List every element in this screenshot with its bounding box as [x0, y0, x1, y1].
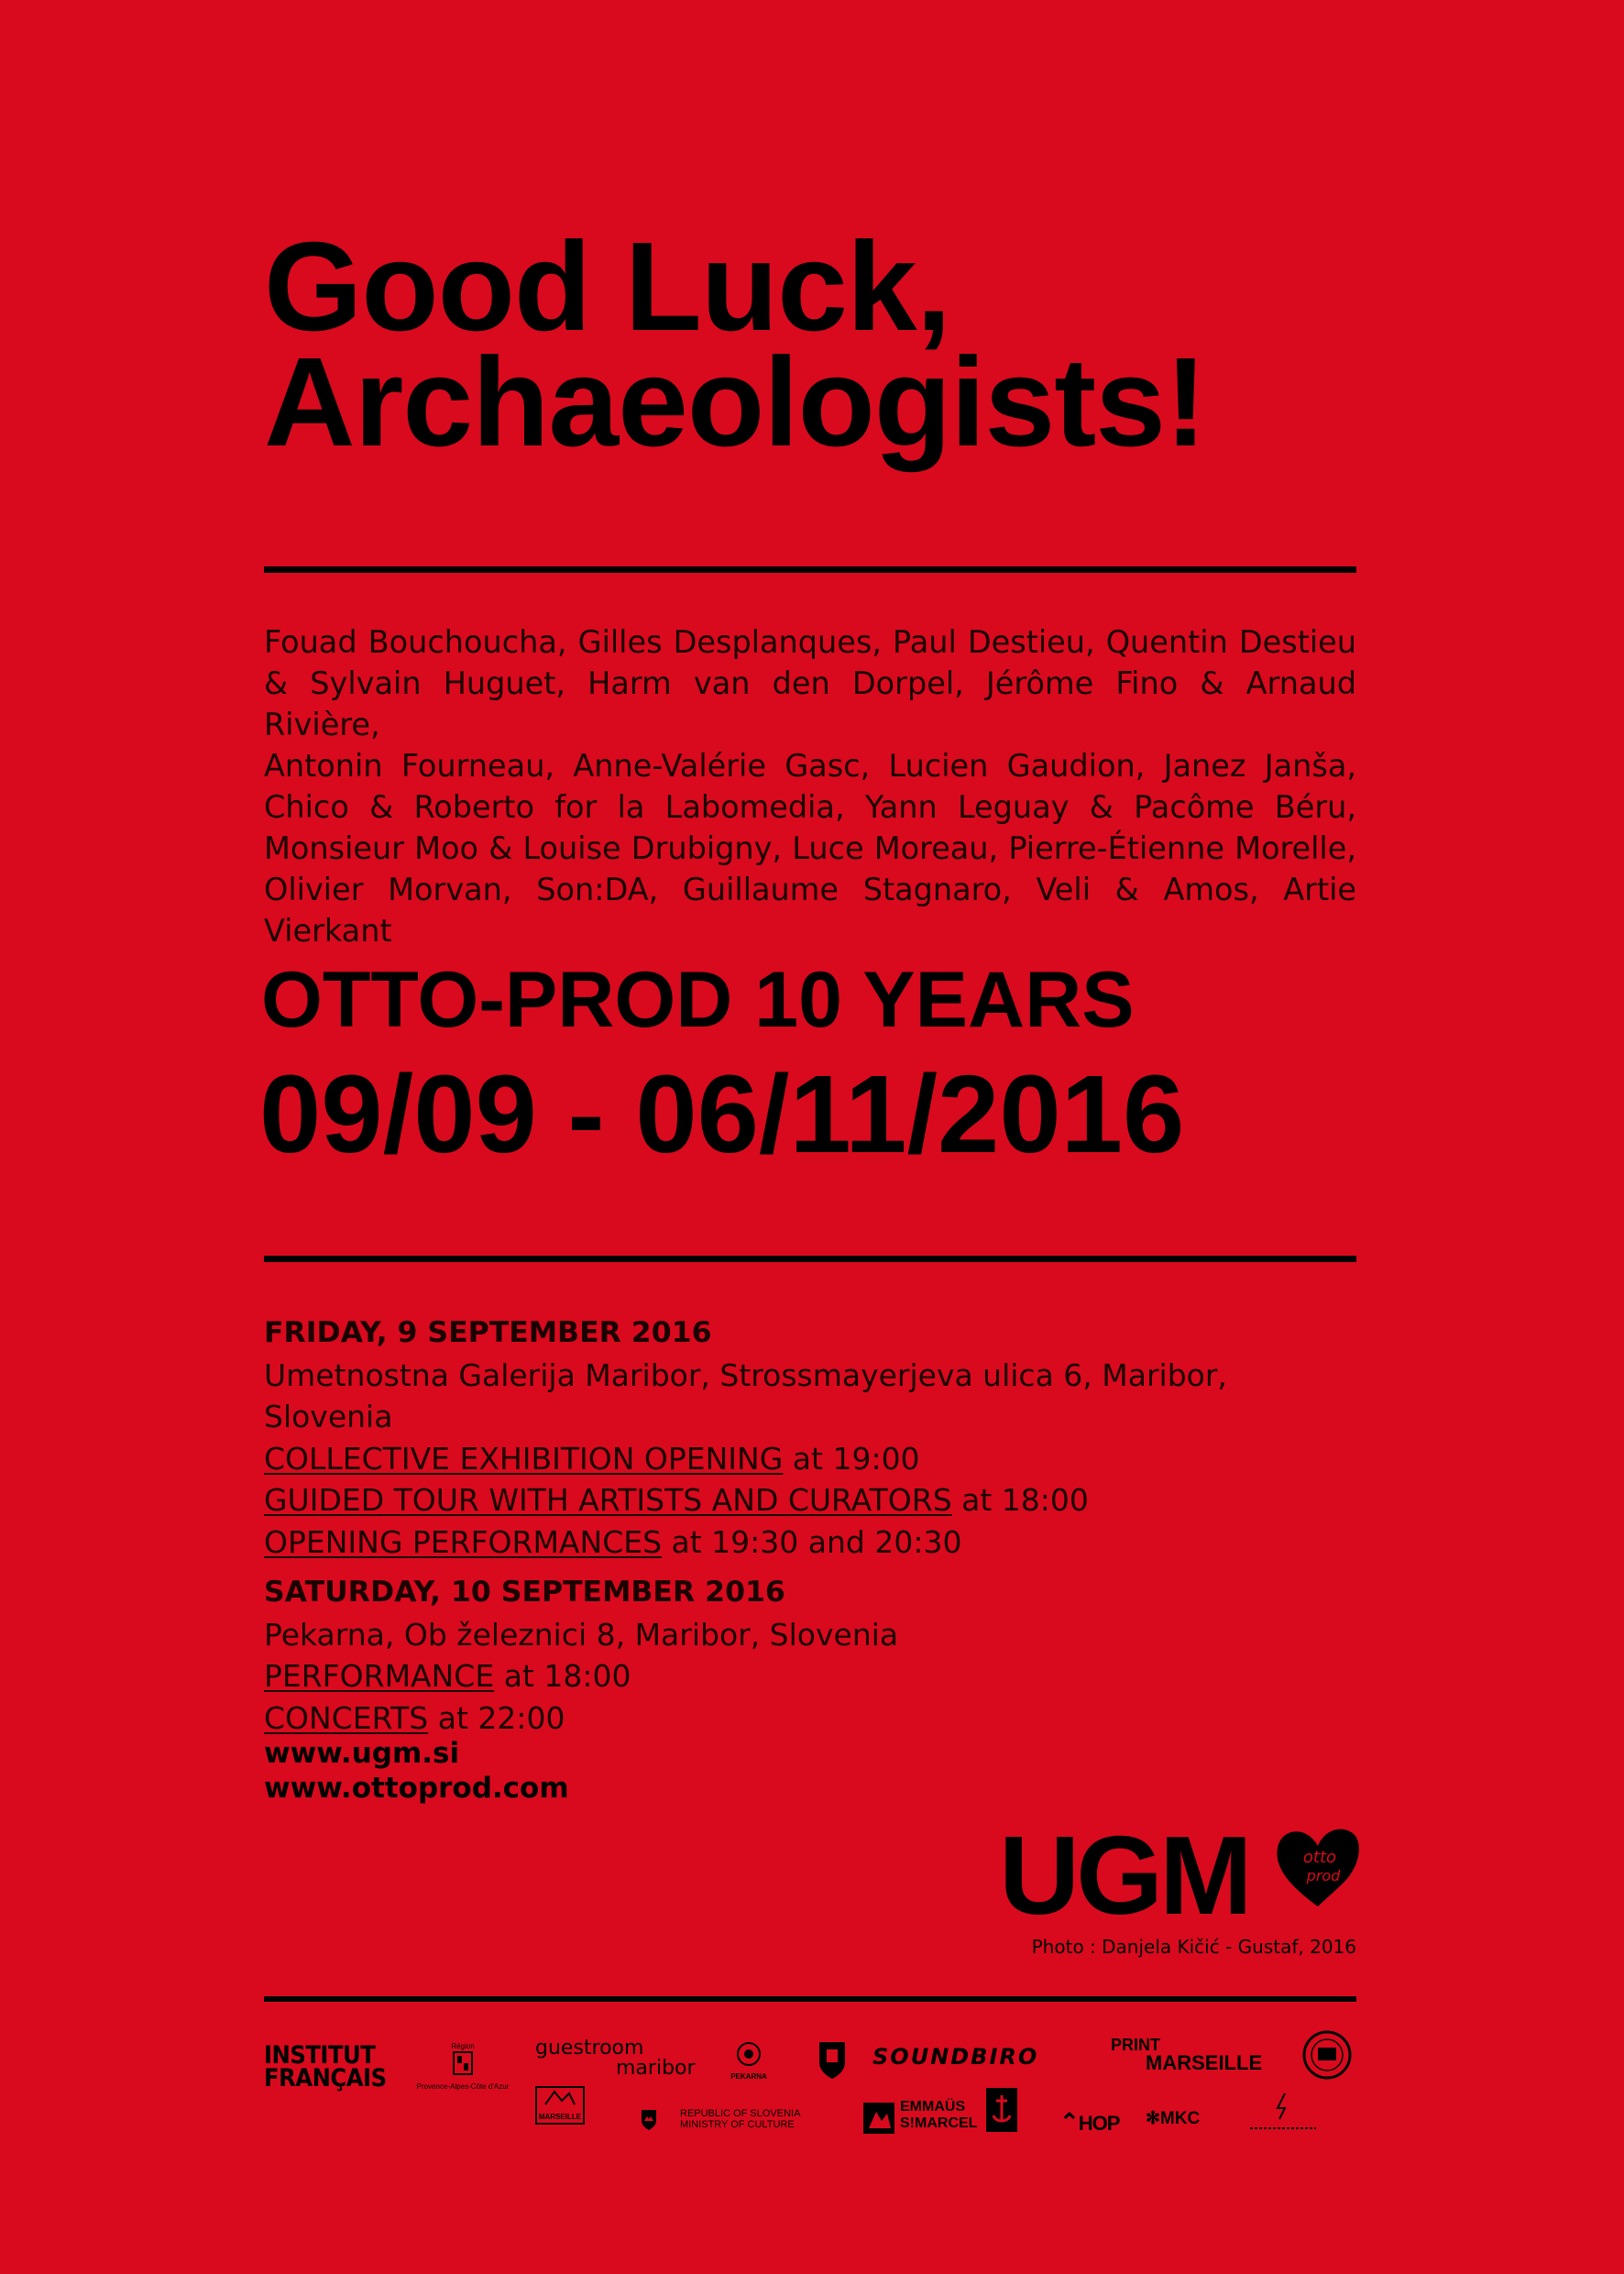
logo-text: INSTITUT — [264, 2041, 376, 2070]
item-link[interactable]: CONCERTS — [264, 1699, 429, 1736]
ugm-logo: UGM — [999, 1813, 1249, 1938]
item-time: at 19:00 — [783, 1440, 920, 1477]
guestroom-maribor-logo — [535, 2038, 709, 2079]
item-link[interactable]: COLLECTIVE EXHIBITION OPENING — [264, 1440, 784, 1477]
logo-text: Région — [451, 2042, 475, 2050]
region-emblem-icon — [412, 2050, 513, 2078]
hop-logo — [1059, 2108, 1119, 2137]
logo-text: Provence-Alpes-Côte d'Azur — [416, 2082, 510, 2091]
item-time: at 18:00 — [951, 1482, 1089, 1518]
logo-text: MINISTRY OF CULTURE — [680, 2119, 795, 2130]
event-dates: 09/09 - 06/11/2016 — [259, 1051, 1185, 1176]
logo-text: PEKARNA — [730, 2072, 767, 2081]
day2-item — [264, 1655, 1364, 1697]
round-seal-logo-icon — [1301, 2029, 1353, 2081]
maribor-municipality-crest-icon — [814, 2038, 850, 2086]
day1-item — [264, 1438, 1364, 1480]
divider-bottom — [264, 1996, 1356, 2002]
mkc-logo — [1146, 2108, 1200, 2129]
artist-list — [264, 621, 1356, 951]
logo-text: HOP — [1078, 2112, 1120, 2135]
artist-line: Antonin Fourneau, Anne-Valérie Gasc, Lucien Gaudion, Janez Janša, — [264, 748, 1356, 784]
day2-item — [264, 1697, 1364, 1740]
item-link[interactable]: GUIDED TOUR WITH ARTISTS AND CURATORS — [264, 1482, 952, 1518]
spacer — [264, 1563, 1364, 1572]
slovenia-crest-icon — [640, 2108, 658, 2132]
day1-item — [264, 1479, 1364, 1521]
stamp-drawing-icon — [542, 2088, 578, 2108]
emmaus-st-marcel-logo — [900, 2099, 977, 2132]
day2-venue: Pekarna, Ob železnici 8, Maribor, Slovenia — [264, 1616, 899, 1653]
divider-top — [264, 566, 1356, 573]
item-link[interactable]: PERFORMANCE — [264, 1658, 495, 1694]
marseille-stamp-logo — [535, 2086, 585, 2125]
link-ugm[interactable]: www.ugm.si — [264, 1737, 460, 1770]
heart-text: prod — [1306, 1867, 1341, 1884]
logo-text: REPUBLIC OF SLOVENIA — [680, 2108, 801, 2119]
star-icon: ✻ — [1146, 2109, 1160, 2128]
item-time: at 19:30 and 20:30 — [662, 1523, 962, 1560]
pekarna-logo — [724, 2040, 774, 2081]
logo-text: EMMAÜS — [900, 2099, 966, 2115]
institut-francais-logo — [264, 2041, 387, 2093]
day1-date: FRIDAY, 9 SEPTEMBER 2016 — [264, 1316, 712, 1349]
artist-line: & Sylvain Huguet, Harm van den Dorpel, Jérôme Fino & Arnaud Rivière, — [264, 665, 1356, 742]
poster-title — [264, 216, 1400, 473]
logo-text: MARSEILLE — [538, 2113, 582, 2121]
logo-text: S!MARCEL — [900, 2115, 978, 2131]
artist-line: Olivier Morvan, Son:DA, Guillaume Stagnaro, Veli & Amos, Artie Vierkant — [264, 872, 1356, 949]
divider-middle — [264, 1256, 1356, 1262]
logo-text: guestroom — [535, 2037, 644, 2060]
bolt-emblem-icon — [1246, 2092, 1320, 2134]
photo-credit: Photo : Danjela Kičić - Gustaf, 2016 — [1031, 1936, 1356, 1958]
website-links — [264, 1736, 569, 1806]
artist-line: Fouad Bouchoucha, Gilles Desplanques, Paul Destieu, Quentin Destieu — [264, 624, 1356, 660]
day1-venue: Umetnostna Galerija Maribor, Strossmayerjeva ulica 6, Maribor, Slovenia — [264, 1357, 1227, 1434]
otto-prod-heart-logo — [1272, 1822, 1364, 1914]
item-link[interactable]: OPENING PERFORMANCES — [264, 1523, 663, 1560]
event-name: OTTO-PROD 10 YEARS — [261, 956, 1135, 1044]
ministry-of-culture-logo — [680, 2108, 800, 2130]
title-line-1: Good Luck, — [264, 216, 950, 357]
soundbiro-logo: SOUNDBIRO — [872, 2044, 1039, 2070]
logo-text: MKC — [1159, 2109, 1201, 2128]
anchor-crest-icon — [984, 2086, 1019, 2134]
emmaus-figure-icon — [863, 2103, 894, 2134]
day2-date: SATURDAY, 10 SEPTEMBER 2016 — [264, 1576, 785, 1609]
pekarna-emblem-icon — [735, 2040, 763, 2068]
item-time: at 18:00 — [494, 1658, 631, 1694]
item-time: at 22:00 — [428, 1699, 565, 1736]
region-paca-logo — [412, 2042, 513, 2091]
artist-line: Chico & Roberto for la Labomedia, Yann Leguay & Pacôme Béru, — [264, 789, 1356, 825]
program — [264, 1313, 1364, 1739]
print-of-marseille-logo — [1111, 2037, 1262, 2073]
logo-text: maribor — [616, 2057, 696, 2080]
link-ottoprod[interactable]: www.ottoprod.com — [264, 1772, 569, 1805]
logo-text: PRINT — [1111, 2036, 1160, 2054]
logo-text: MARSEILLE — [1146, 2051, 1263, 2074]
arrow-icon: ⌃ — [1059, 2108, 1079, 2136]
heart-text: otto — [1302, 1848, 1337, 1867]
day1-item — [264, 1521, 1364, 1564]
title-line-2: Archaeologists! — [264, 332, 1206, 473]
logo-text: FRANÇAIS — [264, 2064, 387, 2093]
artist-line: Monsieur Moo & Louise Drubigny, Luce Moreau, Pierre-Étienne Morelle, — [264, 830, 1356, 866]
